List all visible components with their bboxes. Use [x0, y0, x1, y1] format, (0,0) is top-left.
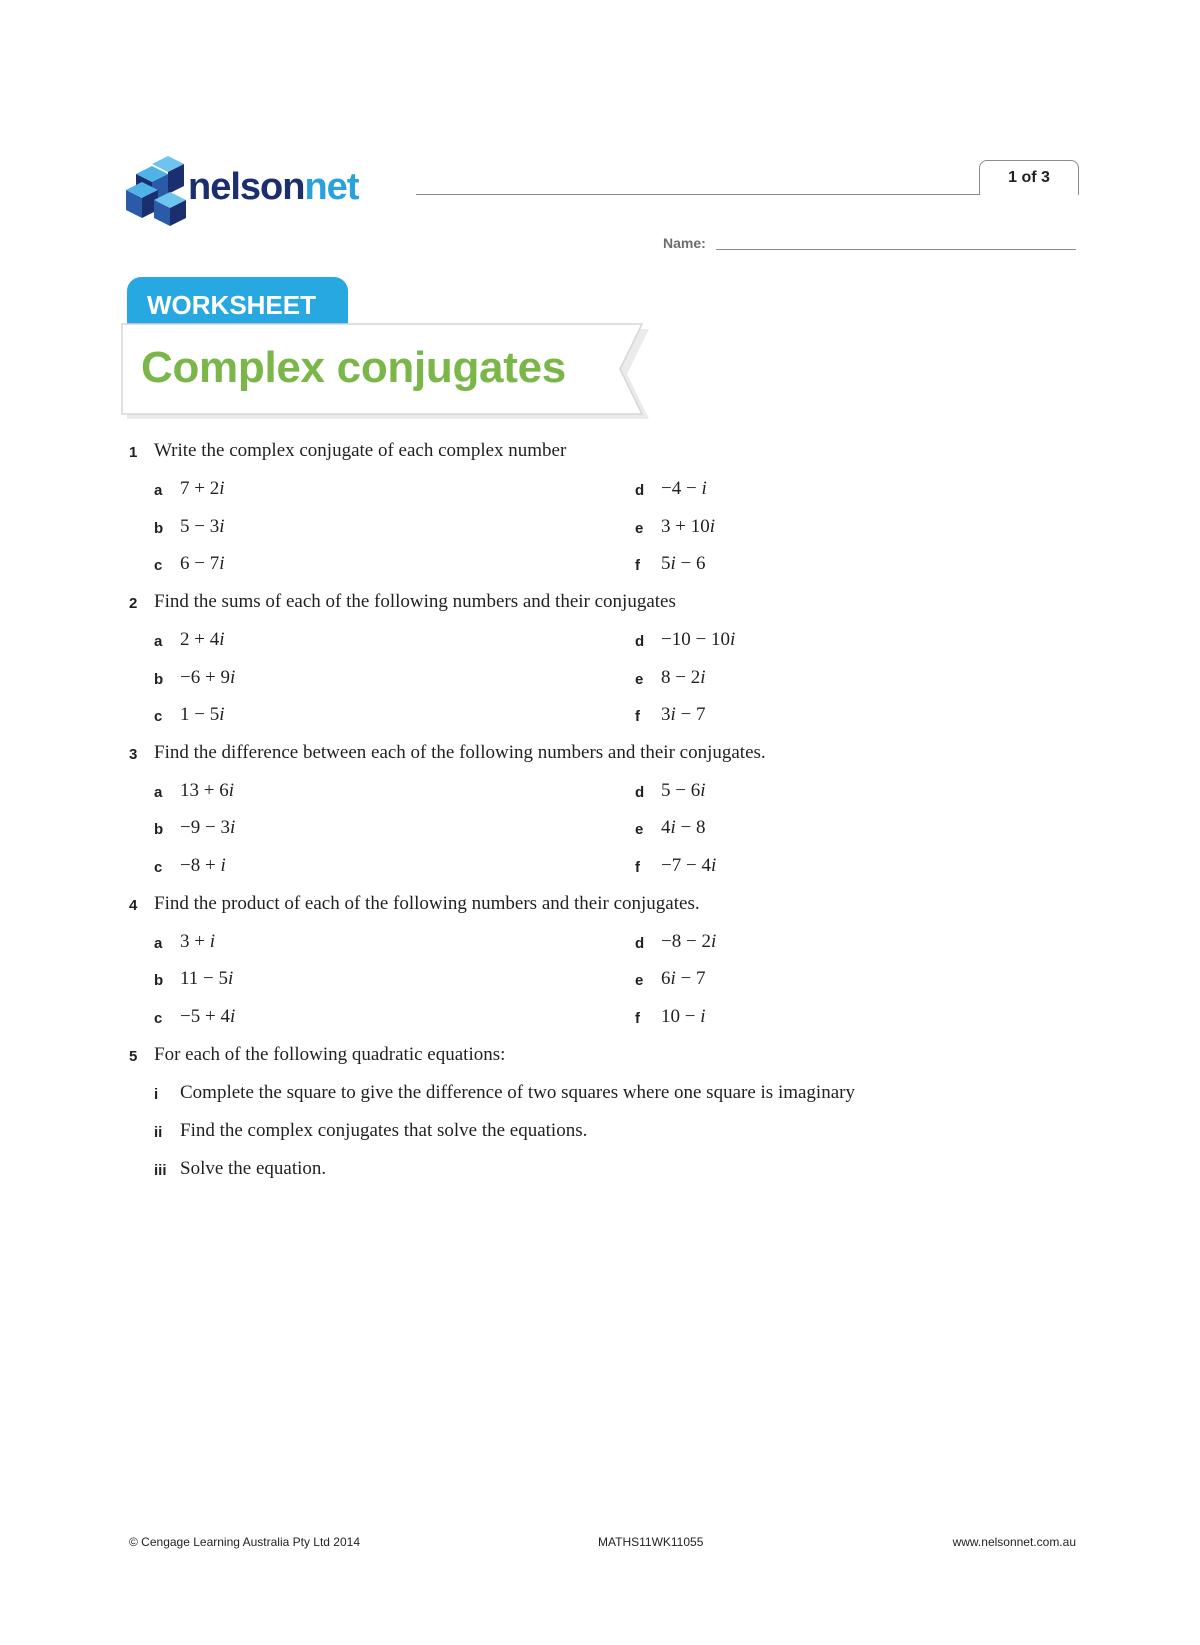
footer-code: MATHS11WK11055: [598, 1535, 704, 1549]
name-field-line: [716, 249, 1076, 250]
page-indicator: 1 of 3: [979, 160, 1079, 195]
footer-website[interactable]: www.nelsonnet.com.au: [952, 1535, 1076, 1549]
question-number: 5: [129, 1048, 138, 1065]
question-text: For each of the following quadratic equations:: [154, 1044, 506, 1065]
question-number: 3: [129, 746, 138, 763]
question-text: Find the difference between each of the following numbers and their conjugates.: [154, 742, 766, 763]
question-number: 1: [129, 444, 138, 461]
logo-wordmark: nelsonnet: [188, 166, 359, 208]
question-text: Write the complex conjugate of each complex number: [154, 440, 567, 461]
question-number: 2: [129, 595, 138, 612]
header-rule: [416, 194, 1076, 195]
question-number: 4: [129, 897, 138, 914]
footer-copyright: © Cengage Learning Australia Pty Ltd 2014: [129, 1535, 360, 1549]
nelsonnet-logo: [126, 156, 416, 226]
worksheet-tag: WORKSHEET: [127, 277, 348, 329]
worksheet-title: Complex conjugates: [141, 343, 566, 392]
question-text: Find the product of each of the following numbers and their conjugates.: [154, 893, 700, 914]
question-text: Find the sums of each of the following numbers and their conjugates: [154, 591, 676, 612]
name-label: Name:: [663, 235, 706, 251]
cube-logo-icon: [126, 156, 192, 226]
